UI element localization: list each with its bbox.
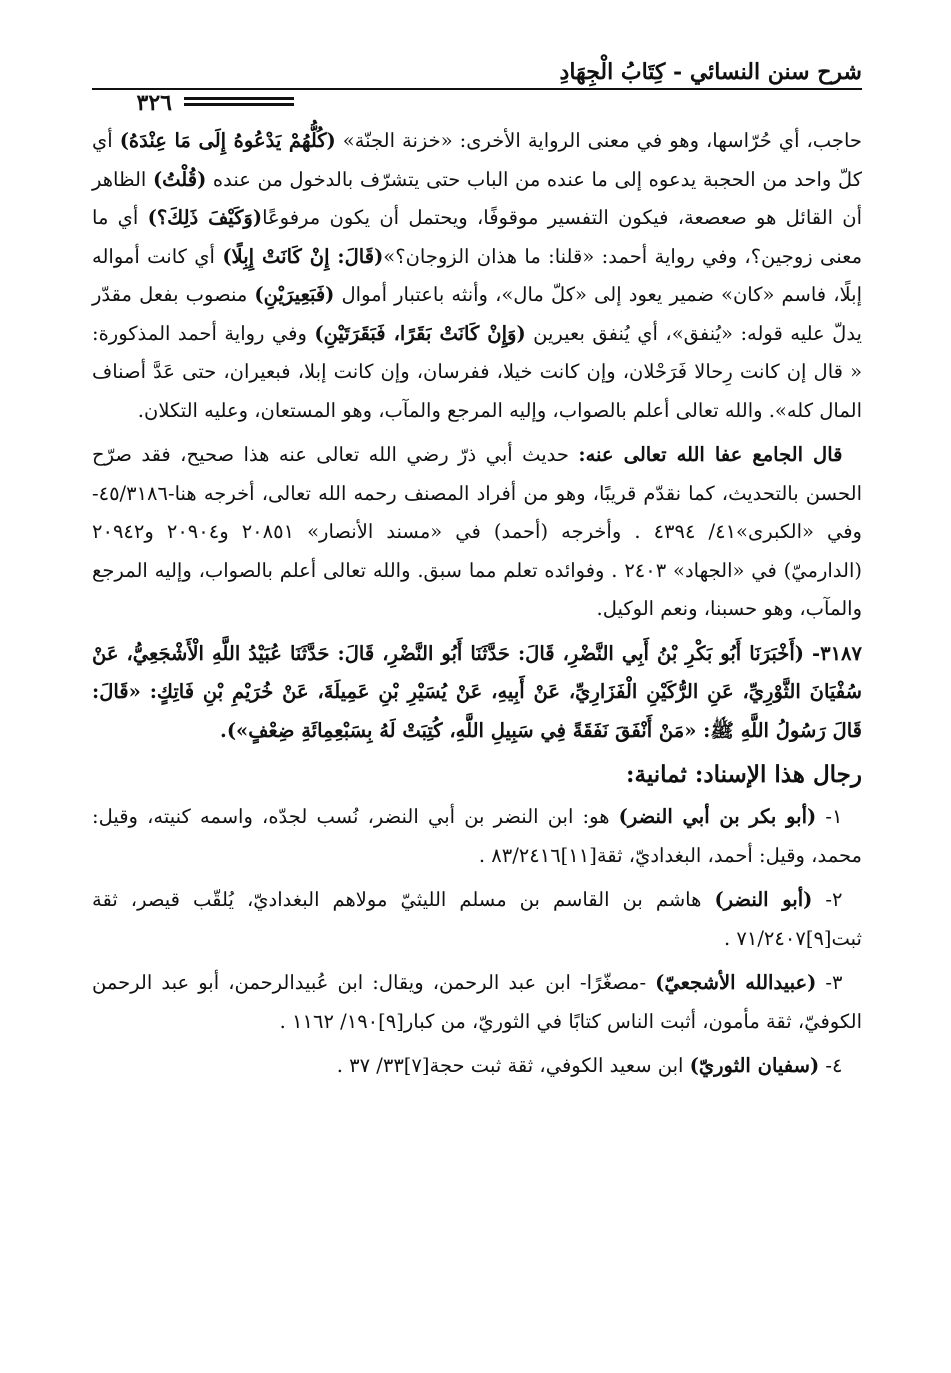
- entry-number: ٢-: [812, 888, 843, 911]
- entry-number: ٤-: [819, 1054, 843, 1077]
- entry-number: ٣-: [816, 971, 843, 994]
- text-run: وفي رواية أحمد المذكورة: « قال إن كانت رِحالا فَرَحْلان، وإن كانت خيلا، ففرسان، وإن كانت إبلا، فبعيران، حتى عَدَّ أصناف المال كله». والله تعالى أعلم بالصواب، وإليه المرجع والمآب، وهو المستعان، وعليه التكلان.: [92, 321, 862, 422]
- narrator-name: (سفيان الثوريّ): [689, 1054, 820, 1077]
- hadith-text: [92, 635, 862, 751]
- quoted-phrase: (قَالَ: إِنْ كَانَتْ إِبِلًا): [222, 244, 384, 268]
- page-number-rule-lower: [184, 103, 294, 106]
- quoted-phrase: (فَبَعِيرَيْنِ): [254, 283, 335, 306]
- quoted-phrase: (قُلْتُ): [152, 167, 207, 191]
- page-number-rule-upper: [184, 97, 294, 100]
- entry-number: ١-: [816, 805, 843, 828]
- narrator-name: (أبو النضر): [714, 888, 813, 911]
- running-title: شرح سنن النسائي - كِتَابُ الْجِهَادِ: [559, 59, 862, 85]
- text-run: حديث أبي ذرّ رضي الله تعالى عنه هذا صحيح، فقد صرّح الحسن بالتحديث، كما نقدّم قريبًا، وهو من أفراد المصنف رحمه الله تعالى، أخرجه هنا-٤٥/٣١٨٦- وفي «الكبرى»٤١/ ٤٣٩٤ . وأخرجه (أحمد) في «مسند الأنصار» ٢٠٨٥١ و٢٠٩٠٤ و٢٠٩٤٢ (الدارميّ) في «الجهاد» ٢٤٠٣ . وفوائده تعلم مما سبق. والله تعالى أعلم بالصواب، وإليه المرجع والمآب، وهو حسبنا، ونعم الوكيل.: [92, 443, 862, 620]
- quoted-phrase: (وَإِنْ كَانَتْ بَقَرًا، فَبَقَرَتَيْنِ): [314, 321, 526, 345]
- text-run: أي كانت أمواله إبلًا، فاسم «كان» ضمير يعود إلى «كلّ مال»، وأنثه باعتبار أموال: [92, 244, 862, 306]
- quoted-phrase: (كُلُّهُمْ يَدْعُوهُ إِلَى مَا عِنْدَهُ): [119, 129, 336, 152]
- commentary-paragraph-2: [92, 436, 862, 629]
- text-run: أي كلّ واحد من الحجبة يدعوه إلى ما عنده من الباب حتى يتشرّف بالدخول من عنده: [92, 129, 862, 191]
- text-run: منصوب بفعل مقدّر يدلّ عليه قوله: «يُنفق»، أي يُنفق بعيرين: [92, 283, 862, 345]
- narrator-entry: [92, 798, 862, 875]
- narrator-name: (عبيدالله الأشجعيّ): [655, 971, 817, 994]
- narrator-description: ابن سعيد الكوفي، ثقة ثبت حجة[٧]٣٣/ ٣٧ .: [336, 1054, 690, 1077]
- hadith-bold-text: ٣١٨٧- (أَخْبَرَنَا أَبُو بَكْرِ بْنُ أَبِي النَّضْرِ، قَالَ: حَدَّثَنَا أَبُو النَّضْرِ، قَالَ: حَدَّثَنَا عُبَيْدُ اللَّهِ الْأَشْجَعِيُّ، عَنْ سُفْيَانَ الثَّوْرِيِّ، عَنِ الرُّكَيْنِ الْفَزَارِيِّ، عَنْ أَبِيهِ، عَنْ يُسَيْرِ بْنِ عَمِيلَةَ، عَنْ خُرَيْمِ بْنِ فَاتِكٍ: «قَالَ: قَالَ رَسُولُ اللَّهِ ﷺ: «مَنْ أَنْفَقَ نَفَقَةً فِي سَبِيلِ اللَّهِ، كُتِبَتْ لَهُ بِسَبْعِمِائَةِ ضِعْفٍ»).: [92, 641, 862, 742]
- narrator-entry: [92, 1047, 862, 1086]
- narrator-description: هو: ابن النضر بن أبي النضر، نُسب لجدّه، واسمه كنيته، وقيل: محمد، وقيل: أحمد، البغداديّ، ثقة[١١]٨٣/٢٤١٦ .: [92, 805, 862, 867]
- section-heading: رجال هذا الإسناد: ثمانية:: [626, 761, 862, 788]
- page-number: ٣٢٦: [136, 90, 172, 116]
- quoted-phrase: (وَكَيْفَ ذَلِكَ؟): [147, 206, 263, 229]
- narrator-entry: [92, 881, 862, 958]
- text-run: حاجب، أي حُرّاسها، وهو في معنى الرواية الأخرى: «خزنة الجنّة»: [335, 129, 862, 152]
- author-remark-label: قال الجامع عفا الله تعالى عنه:: [578, 443, 843, 466]
- narrator-name: (أبو بكر بن أبي النضر): [618, 805, 817, 828]
- header-rule: [92, 88, 862, 90]
- page-header: [92, 52, 862, 116]
- text-run: أي ما معنى زوجين؟، وفي رواية أحمد: «قلنا: ما هذان الزوجان؟»: [92, 206, 863, 268]
- commentary-paragraph-1: [92, 122, 862, 430]
- commentary-body: [92, 122, 862, 1322]
- narrator-description: هاشم بن القاسم بن مسلم الليثيّ مولاهم البغداديّ، يُلقّب قيصر، ثقة ثبت[٩]٧١/٢٤٠٧ .: [92, 888, 862, 950]
- narrator-description: -مصغّرًا- ابن عبد الرحمن، ويقال: ابن عُبيدالرحمن، أبو عبد الرحمن الكوفيّ، ثقة مأمون، أثبت الناس كتابًا في الثوريّ، من كبار[٩]١٩٠/ ١١٦٢ .: [92, 971, 862, 1033]
- text-run: الظاهر أن القائل هو صعصعة، فيكون التفسير موقوفًا، ويحتمل أن يكون مرفوعًا: [92, 167, 862, 229]
- narrator-entry: [92, 964, 862, 1041]
